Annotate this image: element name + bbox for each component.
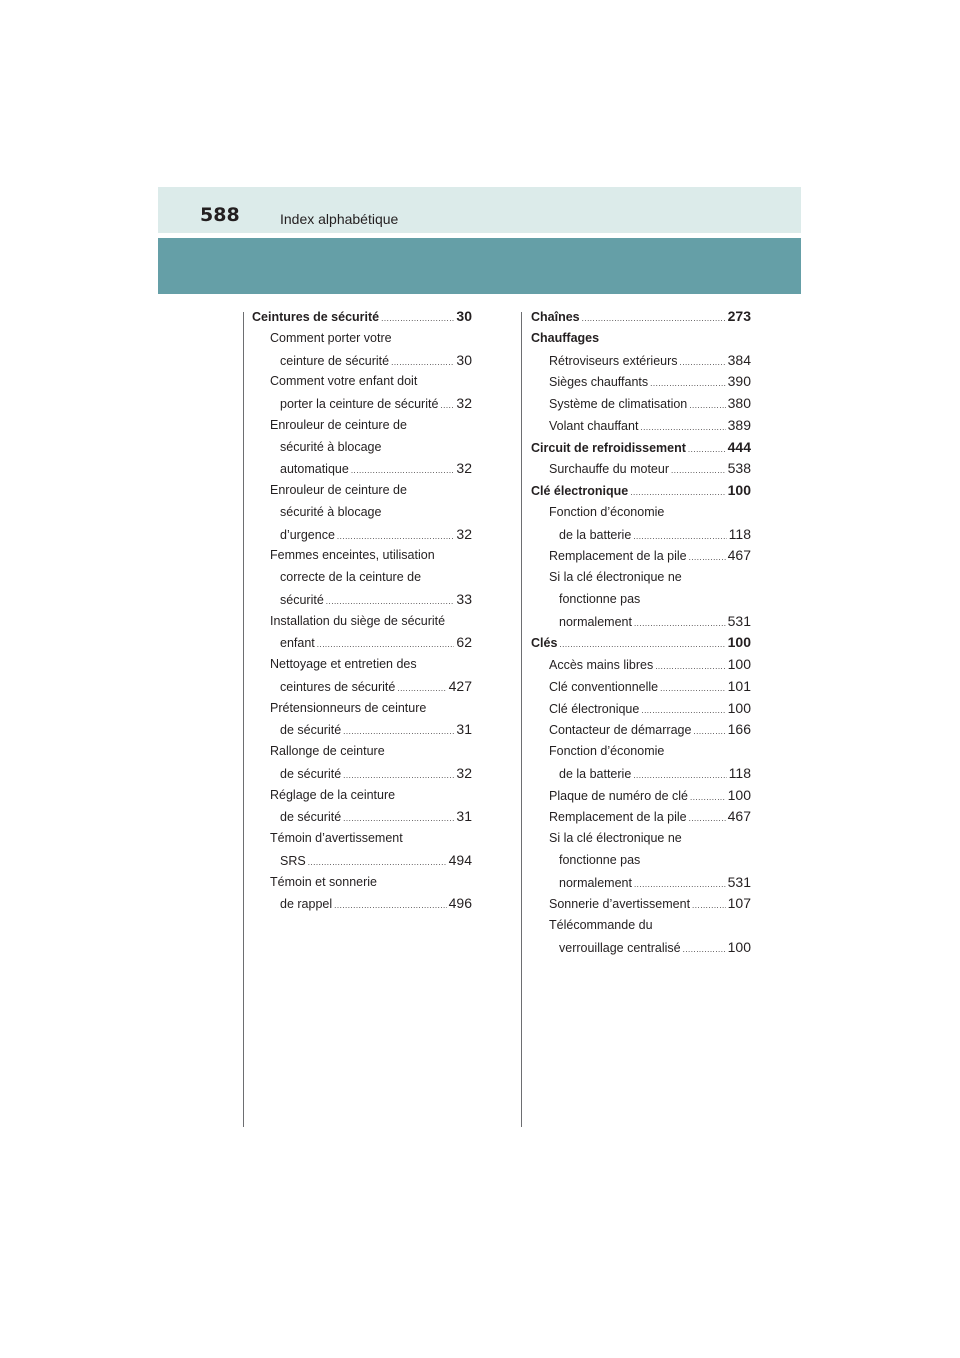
index-entry [531, 676, 751, 698]
index-entry [531, 306, 751, 328]
index-entry-text: Clés [531, 636, 558, 651]
index-entry-text: Ceintures de sécurité [252, 310, 380, 324]
dot-leader [634, 613, 726, 635]
index-entry [252, 458, 472, 480]
index-entry [252, 589, 472, 611]
page-number: 588 [200, 204, 240, 226]
dot-leader [633, 526, 726, 548]
dot-leader [334, 895, 447, 917]
index-entry [531, 328, 751, 350]
index-entry-page: 32 [456, 764, 472, 781]
index-entry [252, 437, 472, 459]
index-entry [531, 937, 751, 959]
index-entry [531, 806, 751, 828]
index-entry-text: de sécurité [280, 723, 342, 738]
dot-leader [351, 460, 455, 482]
index-entry-page: 496 [448, 895, 472, 912]
index-entry-text: Accès mains libres [549, 658, 654, 672]
index-entry-text: Contacteur de démarrage [549, 723, 692, 738]
index-entry-text: Nettoyage et entretien des [270, 657, 417, 671]
index-entry [531, 371, 751, 393]
dot-leader [680, 352, 726, 374]
dot-leader [308, 852, 447, 874]
index-entry-text: de la batterie [559, 766, 632, 781]
index-entry-page: 32 [456, 395, 472, 411]
index-entry-text: Remplacement de la pile [549, 810, 687, 825]
index-entry-text: SRS [280, 853, 306, 868]
index-entry-text: Enrouleur de ceinture de [270, 417, 407, 432]
dot-leader [337, 526, 455, 548]
index-entry-text: ceintures de sécurité [280, 679, 396, 694]
index-entry-page: 390 [727, 373, 751, 390]
index-entry-text: sécurité à blocage [280, 504, 382, 519]
column-rule-left [243, 312, 244, 1127]
index-entry-text: de rappel [280, 897, 333, 912]
index-entry-page: 531 [727, 873, 751, 890]
dot-leader [660, 678, 726, 700]
index-entry-page: 31 [456, 808, 472, 825]
index-entry-page: 100 [727, 634, 751, 651]
index-entry-text: Clé conventionnelle [549, 679, 659, 694]
section-title: Index alphabétique [280, 211, 399, 227]
index-entry-page: 444 [727, 438, 751, 455]
index-entry-text: Système de climatisation [549, 397, 688, 411]
index-entry-page: 531 [727, 612, 751, 629]
index-entry-text: sécurité à blocage [280, 439, 382, 454]
index-entry [252, 524, 472, 546]
dot-leader [630, 482, 725, 504]
index-entry [531, 350, 751, 372]
index-entry [252, 415, 472, 437]
index-entry [531, 654, 751, 676]
index-entry-text: Surchauffe du moteur [549, 462, 669, 477]
index-entry [252, 393, 472, 415]
dot-leader [440, 395, 454, 417]
index-entry-page: 101 [727, 677, 751, 694]
index-entry-page: 467 [727, 808, 751, 825]
dot-leader [582, 308, 726, 330]
index-entry [531, 415, 751, 437]
index-entry-text: enfant [280, 636, 315, 651]
index-entry-page: 427 [448, 677, 472, 694]
index-entry [531, 741, 751, 763]
index-entry-page: 118 [728, 764, 751, 781]
index-entry-text: Enrouleur de ceinture de [270, 483, 407, 497]
index-entry [531, 915, 751, 937]
column-rule-right [521, 312, 522, 1127]
index-entry-text: Remplacement de la pile [549, 549, 687, 564]
dot-leader [343, 765, 454, 787]
dot-leader [391, 352, 454, 374]
index-entry-text: Fonction d’économie [549, 744, 665, 758]
dot-leader [343, 721, 454, 743]
index-entry [252, 306, 472, 328]
index-entry-text: Rétroviseurs extérieurs [549, 353, 678, 368]
index-entry-text: de sécurité [280, 766, 342, 781]
index-entry-text: normalement [559, 875, 632, 890]
index-entry-page: 100 [727, 656, 751, 672]
index-entry-text: Si la clé électronique ne [549, 831, 682, 845]
dot-leader [689, 395, 725, 417]
index-entry [531, 458, 751, 480]
index-entry [531, 567, 751, 589]
index-entry [531, 589, 751, 611]
index-entry [252, 676, 472, 698]
dot-leader [689, 547, 726, 569]
dot-leader [655, 656, 725, 678]
index-entry-text: Comment votre enfant doit [270, 374, 418, 389]
index-entry-page: 538 [727, 460, 751, 477]
index-entry-page: 32 [456, 525, 472, 542]
index-entry [531, 850, 751, 872]
index-entry-page: 467 [727, 547, 751, 564]
index-entry-page: 273 [727, 308, 751, 324]
index-entry-page: 118 [728, 525, 751, 542]
index-entry [531, 763, 751, 785]
index-entry [252, 763, 472, 785]
index-entry-page: 100 [727, 482, 751, 498]
index-entry-page: 30 [456, 308, 472, 324]
index-entry [531, 502, 751, 524]
index-entry-page: 389 [727, 416, 751, 433]
index-entry [252, 611, 472, 633]
index-entry-text: fonctionne pas [559, 591, 641, 606]
index-entry-text: Chauffages [531, 330, 600, 345]
index-entry [252, 828, 472, 850]
index-entry-text: de sécurité [280, 810, 342, 825]
index-entry-text: fonctionne pas [559, 852, 641, 867]
index-entry [531, 719, 751, 741]
index-entry-page: 107 [727, 895, 751, 912]
index-entry-text: correcte de la ceinture de [280, 570, 422, 584]
index-entry-page: 494 [448, 851, 472, 868]
index-entry [531, 893, 751, 915]
index-column-right [531, 306, 751, 959]
index-entry-text: Plaque de numéro de clé [549, 788, 688, 803]
index-entry [252, 719, 472, 741]
index-entry-text: ceinture de sécurité [280, 353, 390, 368]
index-entry-text: Fonction d’économie [549, 504, 665, 519]
index-entry-text: Clé électronique [549, 701, 640, 716]
index-entry [252, 785, 472, 807]
index-entry-text: Clé électronique [531, 484, 629, 498]
index-entry [252, 872, 472, 894]
index-entry-text: Circuit de refroidissement [531, 440, 686, 455]
index-entry [531, 698, 751, 720]
dot-leader [688, 439, 726, 461]
dot-leader [690, 787, 726, 809]
dot-leader [634, 874, 726, 896]
index-entry [252, 480, 472, 502]
index-entry-text: Prétensionneurs de ceinture [270, 700, 427, 715]
dot-leader [633, 765, 726, 787]
dot-leader [559, 634, 725, 656]
index-entry-page: 384 [727, 351, 751, 368]
index-entry [531, 393, 751, 415]
index-entry-page: 100 [727, 786, 751, 803]
index-entry-text: Rallonge de ceinture [270, 744, 385, 758]
index-entry [252, 850, 472, 872]
dot-leader [640, 417, 725, 439]
index-entry [531, 437, 751, 459]
dot-leader [326, 591, 455, 613]
index-entry [531, 872, 751, 894]
index-entry [252, 328, 472, 350]
index-entry-text: Si la clé électronique ne [549, 570, 682, 584]
dot-leader [343, 808, 454, 830]
index-entry [531, 480, 751, 502]
index-entry-text: normalement [559, 614, 632, 629]
index-entry-text: de la batterie [559, 527, 632, 542]
index-entry-text: porter la ceinture de sécurité [280, 397, 439, 411]
index-entry-text: Chaînes [531, 310, 580, 324]
index-entry [252, 545, 472, 567]
index-entry-page: 30 [456, 351, 472, 368]
index-entry [531, 545, 751, 567]
dot-leader [683, 939, 726, 961]
index-entry [252, 632, 472, 654]
header-top-bar [158, 187, 801, 233]
index-entry [252, 567, 472, 589]
index-entry-page: 33 [456, 590, 472, 607]
index-entry [252, 893, 472, 915]
index-entry-page: 32 [456, 460, 472, 477]
index-entry-text: Sonnerie d’avertissement [549, 897, 691, 912]
index-entry [252, 698, 472, 720]
dot-leader [692, 895, 726, 917]
dot-leader [641, 700, 725, 722]
dot-leader [693, 721, 725, 743]
index-entry-text: d’urgence [280, 527, 335, 542]
index-column-left [252, 306, 472, 915]
index-entry-text: Femmes enceintes, utilisation [270, 548, 435, 563]
dot-leader [671, 460, 726, 482]
index-entry-text: Réglage de la ceinture [270, 787, 396, 802]
index-entry-text: Télécommande du [549, 918, 653, 932]
index-entry-text: Sièges chauffants [549, 375, 649, 390]
index-entry-page: 166 [727, 721, 751, 738]
dot-leader [381, 308, 454, 330]
index-entry-text: automatique [280, 462, 349, 477]
index-entry-page: 100 [727, 699, 751, 716]
index-entry-text: verrouillage centralisé [559, 940, 681, 955]
index-entry-text: Installation du siège de sécurité [270, 613, 446, 628]
index-entry-page: 380 [727, 395, 751, 411]
index-entry [252, 350, 472, 372]
index-entry-page: 31 [456, 721, 472, 738]
index-entry [252, 654, 472, 676]
index-entry-text: Comment porter votre [270, 330, 392, 345]
index-entry [252, 806, 472, 828]
index-entry-text: Témoin et sonnerie [270, 874, 378, 889]
dot-leader [689, 808, 726, 830]
index-entry-text: sécurité [280, 592, 324, 607]
index-entry [252, 502, 472, 524]
index-entry-text: Volant chauffant [549, 418, 639, 433]
index-entry [531, 611, 751, 633]
index-entry [531, 524, 751, 546]
dot-leader [317, 634, 455, 656]
index-entry [531, 632, 751, 654]
index-entry-page: 100 [727, 938, 751, 955]
index-entry [252, 371, 472, 393]
index-entry [531, 828, 751, 850]
index-entry-text: Témoin d’avertissement [270, 831, 403, 845]
index-entry-page: 62 [456, 634, 472, 651]
index-entry [531, 785, 751, 807]
header-color-band [158, 238, 801, 294]
index-entry [252, 741, 472, 763]
dot-leader [650, 373, 725, 395]
dot-leader [397, 678, 446, 700]
